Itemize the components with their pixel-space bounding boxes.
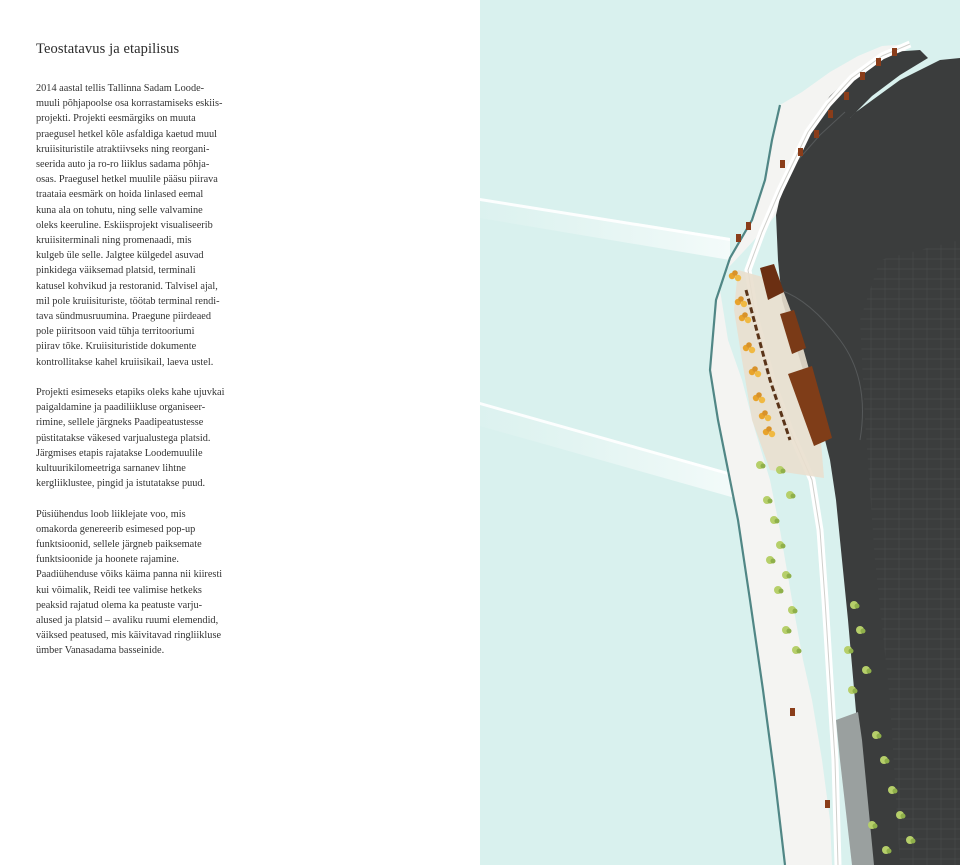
text-line: kergliiklustee, pingid ja istutatakse puud.	[36, 478, 206, 490]
canopy	[742, 312, 748, 318]
canopy	[746, 342, 752, 348]
tree	[885, 759, 890, 764]
text-line: püstitatakse väkesed varjualustega platsid.	[36, 432, 211, 444]
tree	[797, 649, 802, 654]
text-line: pinkidega väiksemad platsid, terminali	[36, 265, 196, 277]
paragraph	[36, 385, 248, 491]
tree	[911, 839, 916, 844]
tree	[775, 519, 780, 524]
canopy	[735, 275, 741, 281]
text-line: katusel kohvikud ja restoranid. Talvisel ajal,	[36, 280, 218, 292]
text-line: funktsioonide ja hoonete rajamine.	[36, 554, 179, 566]
text-line: seerida auto ja ro-ro liiklus sadama põhja-	[36, 159, 210, 171]
tree	[861, 629, 866, 634]
rust-sculpture	[746, 222, 751, 230]
tree	[768, 499, 773, 504]
text-line: paigaldamine ja paadiliikluse organiseer-	[36, 402, 206, 414]
text-line: traataia eesmärk on hoida linlased eemal	[36, 189, 204, 201]
tree	[779, 589, 784, 594]
text-line: kruiisiterminali ning promenaadi, mis	[36, 235, 192, 247]
text-line: funktsioonid, sellele järgneb paiksemate	[36, 539, 202, 551]
text-line: piirav tõke. Kruiisituristide dokumente	[36, 341, 197, 353]
tree	[853, 689, 858, 694]
tree	[787, 629, 792, 634]
rust-sculpture	[876, 58, 881, 66]
page-title: Teostatavus ja etapilisus	[36, 41, 180, 57]
text-line: kruiisituristile atraktiivseks ning reorgani-	[36, 143, 210, 155]
floating-pier-upper	[480, 198, 730, 260]
text-line: väiksed peatused, mis käivitavad ringliikluse	[36, 630, 222, 642]
text-line: peaksid rajatud olema ka peatuste varju-	[36, 599, 203, 611]
canopy	[741, 301, 747, 307]
tree	[781, 469, 786, 474]
text-line: Paadiühenduse võiks käima panna nii kiiresti	[36, 569, 223, 581]
tree	[877, 734, 882, 739]
canopy	[762, 410, 768, 416]
text-line: 2014 aastal tellis Tallinna Sadam Loode-	[36, 83, 205, 94]
floating-pier-lower	[480, 402, 742, 500]
site-illustration	[480, 0, 960, 865]
body-text	[36, 81, 248, 674]
tree	[787, 574, 792, 579]
tree	[887, 849, 892, 854]
text-line: muuli põhjapoolse osa korrastamiseks eskiis-	[36, 98, 223, 110]
rust-sculpture	[844, 92, 849, 100]
text-line: kontrollitakse kahel kruiisikail, laeva ustel.	[36, 356, 214, 368]
tree	[771, 559, 776, 564]
tree	[761, 464, 766, 469]
rust-sculpture	[892, 48, 897, 56]
rust-sculpture	[825, 800, 830, 808]
tree	[781, 544, 786, 549]
text-line: Püsiühendus loob liiklejate voo, mis	[36, 508, 186, 520]
paragraph	[36, 507, 248, 659]
rust-sculpture	[780, 160, 785, 168]
tree	[901, 814, 906, 819]
paragraph	[36, 81, 248, 370]
canopy	[732, 270, 738, 276]
text-line: tava sündmusruumina. Praegune piirdeaed	[36, 311, 211, 323]
canopy	[752, 366, 758, 372]
tree	[793, 609, 798, 614]
text-line: alused ja platsid – avaliku ruumi elemendid,	[36, 615, 219, 627]
text-line: praegusel hetkel kõle asfaldiga kaetud muul	[36, 128, 217, 140]
canopy	[765, 415, 771, 421]
canopy	[738, 296, 744, 302]
text-line: osas. Praegusel hetkel muulile pääsu piirava	[36, 174, 218, 186]
text-line: kultuurikilomeetriga sarnanev lihtne	[36, 463, 186, 475]
rust-sculpture	[736, 234, 741, 242]
text-line: Järgmises etapis rajatakse Loodemuulile	[36, 447, 203, 459]
canopy	[745, 317, 751, 323]
text-line: rimine, sellele järgneks Paadipeatustesse	[36, 417, 204, 429]
text-line: kuna ala on tohutu, ning selle valvamine	[36, 204, 203, 216]
canopy	[769, 431, 775, 437]
canopy	[749, 347, 755, 353]
text-line: kui võimalik, Reidi tee valimise hetkeks	[36, 584, 202, 596]
canopy	[755, 371, 761, 377]
tree	[849, 649, 854, 654]
tree	[791, 494, 796, 499]
text-line: kulgeb üle selle. Jalgtee külgedel asuvad	[36, 250, 204, 262]
tree	[873, 824, 878, 829]
text-line: projekti. Projekti eesmärgiks on muuta	[36, 113, 196, 125]
rust-sculpture	[790, 708, 795, 716]
tree	[867, 669, 872, 674]
text-line: Projekti esimeseks etapiks oleks kahe ujuvkai	[36, 387, 225, 399]
text-line: pole piiritsoon vaid tühja territooriumi	[36, 326, 195, 338]
rust-sculpture	[860, 72, 865, 80]
canopy	[766, 426, 772, 432]
rust-sculpture	[828, 110, 833, 118]
rust-sculpture	[814, 130, 819, 138]
text-line: oleks keeruline. Eskiisprojekt visualiseerib	[36, 219, 213, 231]
canopy	[756, 392, 762, 398]
tree	[893, 789, 898, 794]
text-line: mil pole kruiisituriste, töötab terminal rendi-	[36, 295, 220, 307]
rust-sculpture	[798, 148, 803, 156]
text-line: ümber Vanasadama basseinide.	[36, 645, 165, 657]
canopy	[759, 397, 765, 403]
aerial-plan-drawing	[480, 0, 960, 865]
tree	[855, 604, 860, 609]
text-line: omakorda genereerib esimesed pop-up	[36, 523, 196, 535]
